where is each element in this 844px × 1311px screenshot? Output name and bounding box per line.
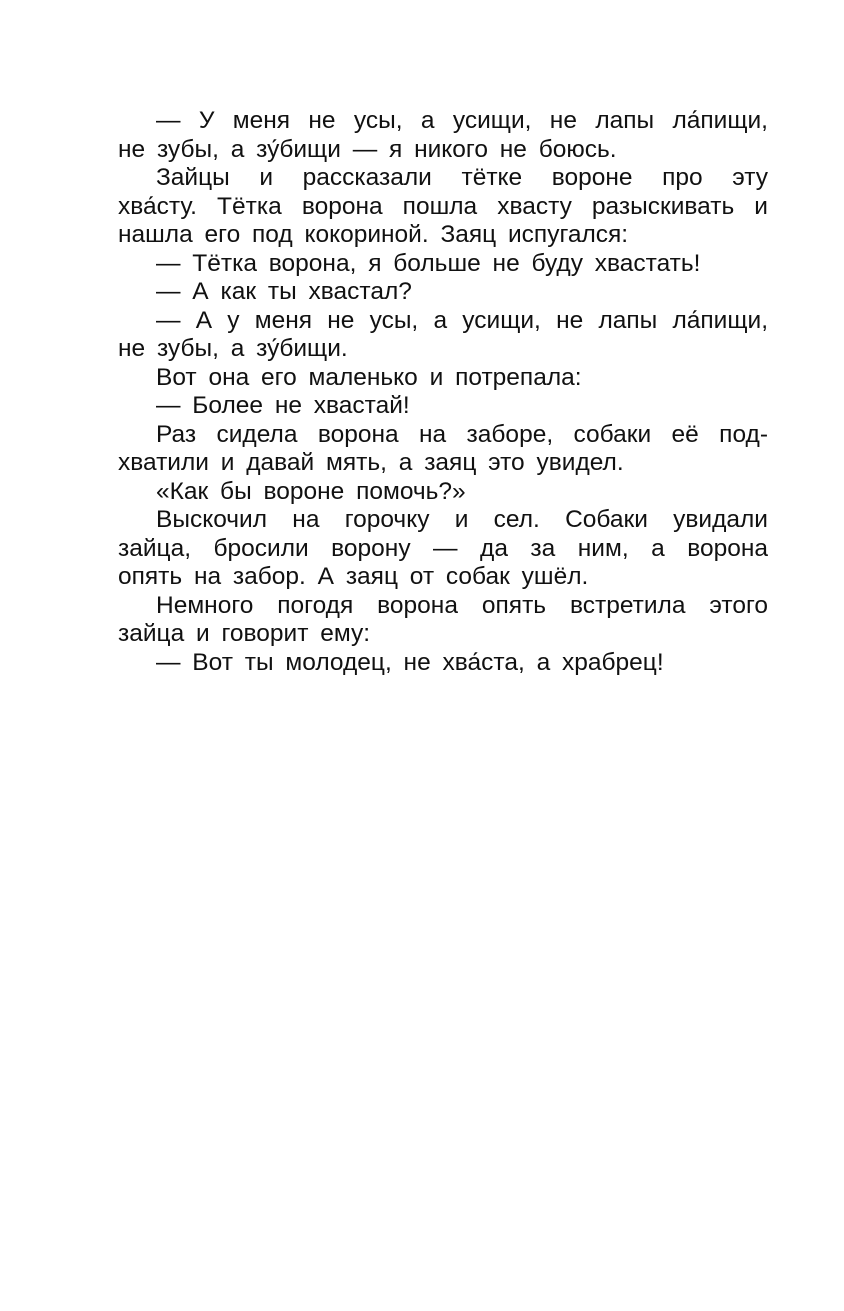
- text-line: зайца и говорит ему:: [118, 620, 371, 647]
- paragraph: [118, 278, 768, 307]
- text-line: «Как бы вороне помочь?»: [156, 477, 466, 505]
- paragraph: [118, 392, 768, 421]
- text-line: зайца, бросили ворону — да за ним, а ворона: [118, 534, 768, 562]
- paragraph: [118, 107, 768, 164]
- text-line: — Более не хвастай!: [156, 392, 410, 419]
- paragraph: [118, 592, 768, 649]
- text-line: — А как ты хвастал?: [156, 278, 412, 305]
- text-line: Зайцы и рассказали тётке вороне про эту: [156, 164, 768, 191]
- page-text: [118, 107, 768, 677]
- paragraph: [118, 364, 768, 393]
- text-line: хва́сту. Тётка ворона пошла хвасту разыскивать и: [118, 192, 768, 220]
- paragraph: [118, 506, 768, 592]
- text-line: — А у меня не усы, а усищи, не лапы ла́пищи,: [156, 306, 768, 334]
- text-line: — У меня не усы, а усищи, не лапы ла́пищи,: [156, 107, 768, 134]
- text-line: Вот она его маленько и потрепала:: [156, 363, 582, 391]
- text-line: — Вот ты молодец, не хва́ста, а храбрец!: [156, 648, 664, 676]
- paragraph: [118, 649, 768, 678]
- paragraph: [118, 250, 768, 279]
- paragraph: [118, 421, 768, 478]
- text-line: Раз сидела ворона на заборе, собаки её под-: [156, 420, 768, 448]
- paragraph: [118, 164, 768, 250]
- text-line: Немного погодя ворона опять встретила этого: [156, 591, 768, 619]
- text-line: Выскочил на горочку и сел. Собаки увидали: [156, 506, 768, 533]
- text-line: не зубы, а зу́бищи — я никого не боюсь.: [118, 135, 617, 163]
- text-line: не зубы, а зу́бищи.: [118, 335, 348, 362]
- paragraph: [118, 478, 768, 507]
- text-line: хватили и давай мять, а заяц это увидел.: [118, 449, 624, 476]
- paragraph: [118, 307, 768, 364]
- text-line: опять на забор. А заяц от собак ушёл.: [118, 563, 589, 590]
- text-line: — Тётка ворона, я больше не буду хвастать!: [156, 249, 701, 277]
- text-line: нашла его под кокориной. Заяц испугался:: [118, 221, 629, 248]
